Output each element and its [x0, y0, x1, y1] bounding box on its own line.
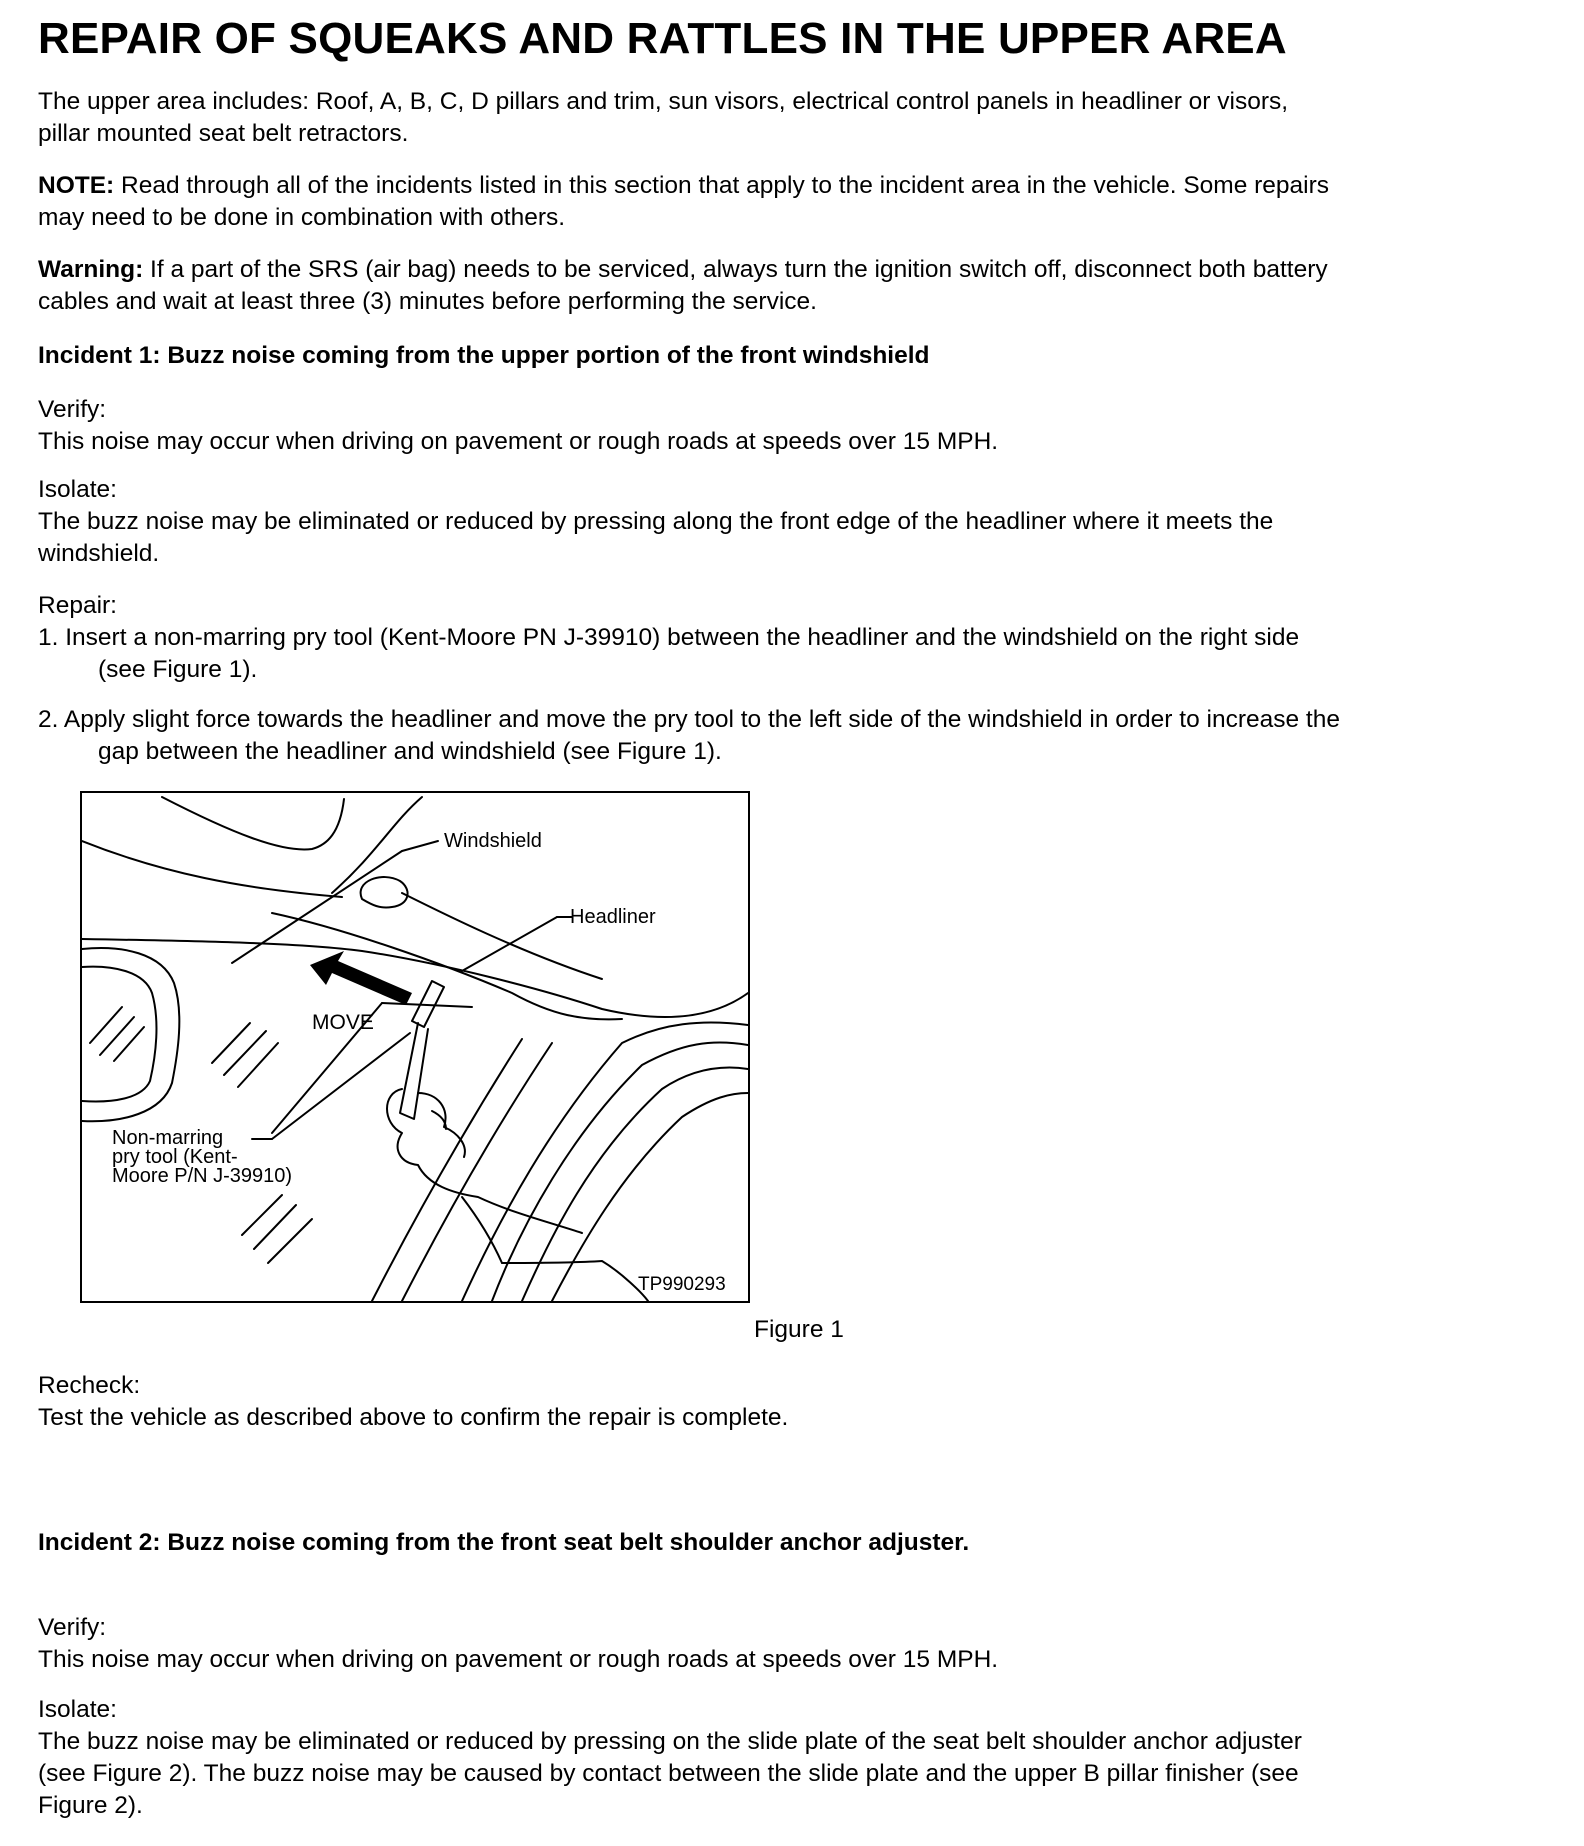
recheck-text: Test the vehicle as described above to confirm the repair is complete.	[38, 1404, 789, 1431]
warning-paragraph	[38, 254, 1538, 318]
step-1-line-1: 1. Insert a non-marring pry tool (Kent-Moore PN J-39910) between the headliner and the windshield on the right side	[38, 624, 1300, 651]
label-pry-tool-line-2: pry tool (Kent-	[112, 1146, 238, 1168]
recheck-label: Recheck:	[38, 1372, 141, 1399]
incident-1-isolate	[38, 474, 1538, 570]
isolate-label: Isolate:	[38, 476, 117, 503]
warning-label: Warning:	[38, 256, 144, 283]
label-pry-tool	[112, 1129, 292, 1186]
intro-line-1: The upper area includes: Roof, A, B, C, D pillars and trim, sun visors, electrical control panels in headliner or visors,	[38, 88, 1289, 115]
incident-2-heading: Incident 2: Buzz noise coming from the front seat belt shoulder anchor adjuster.	[38, 1529, 970, 1556]
warning-line-1: If a part of the SRS (air bag) needs to be serviced, always turn the ignition switch off, disconnect both battery	[143, 256, 1328, 283]
note-paragraph	[38, 170, 1538, 234]
repair-step-1	[38, 622, 1538, 686]
incident-2-isolate-line-1: The buzz noise may be eliminated or reduced by pressing on the slide plate of the seat belt shoulder anchor adjuster	[38, 1728, 1302, 1755]
repair-step-2	[38, 704, 1538, 768]
verify-text: This noise may occur when driving on pavement or rough roads at speeds over 15 MPH.	[38, 428, 999, 455]
note-line-1: Read through all of the incidents listed in this section that apply to the incident area in the vehicle. Some repairs	[114, 172, 1330, 199]
page-title: REPAIR OF SQUEAKS AND RATTLES IN THE UPPER AREA	[38, 14, 1287, 63]
incident-2-isolate-line-3: Figure 2).	[38, 1792, 143, 1819]
isolate-line-1: The buzz noise may be eliminated or reduced by pressing along the front edge of the headliner where it meets the	[38, 508, 1274, 535]
intro-paragraph	[38, 86, 1538, 150]
isolate-line-2: windshield.	[38, 540, 160, 567]
step-1-line-2: (see Figure 1).	[98, 656, 258, 683]
incident-1-recheck	[38, 1370, 1538, 1434]
incident-2-isolate	[38, 1694, 1538, 1822]
verify-label: Verify:	[38, 396, 107, 423]
label-windshield: Windshield	[444, 830, 542, 852]
figure-1-illustration	[80, 791, 750, 1303]
warning-line-2: cables and wait at least three (3) minutes before performing the service.	[38, 288, 817, 315]
incident-1-heading: Incident 1: Buzz noise coming from the upper portion of the front windshield	[38, 342, 930, 369]
incident-2-verify-text: This noise may occur when driving on pavement or rough roads at speeds over 15 MPH.	[38, 1646, 999, 1673]
step-2-line-1: 2. Apply slight force towards the headliner and move the pry tool to the left side of the windshield in order to increase the	[38, 706, 1340, 733]
figure-1-caption: Figure 1	[754, 1316, 844, 1343]
label-move: MOVE	[312, 1011, 374, 1034]
incident-2-verify-label: Verify:	[38, 1614, 107, 1641]
label-headliner: Headliner	[570, 906, 656, 928]
incident-2-verify	[38, 1612, 1538, 1676]
note-line-2: may need to be done in combination with others.	[38, 204, 566, 231]
incident-2-isolate-label: Isolate:	[38, 1696, 117, 1723]
intro-line-2: pillar mounted seat belt retractors.	[38, 120, 409, 147]
figure-code: TP990293	[638, 1274, 726, 1295]
label-pry-tool-line-3: Moore P/N J-39910)	[112, 1165, 293, 1187]
incident-1-verify	[38, 394, 1538, 458]
label-pry-tool-line-1: Non-marring	[112, 1127, 224, 1149]
incident-2-isolate-line-2: (see Figure 2). The buzz noise may be caused by contact between the slide plate and the upper B pillar finisher (see	[38, 1760, 1299, 1787]
step-2-line-2: gap between the headliner and windshield (see Figure 1).	[98, 738, 722, 765]
move-arrow-icon	[82, 793, 748, 1301]
incident-1-repair-label: Repair:	[38, 592, 117, 619]
note-label: NOTE:	[38, 172, 115, 199]
